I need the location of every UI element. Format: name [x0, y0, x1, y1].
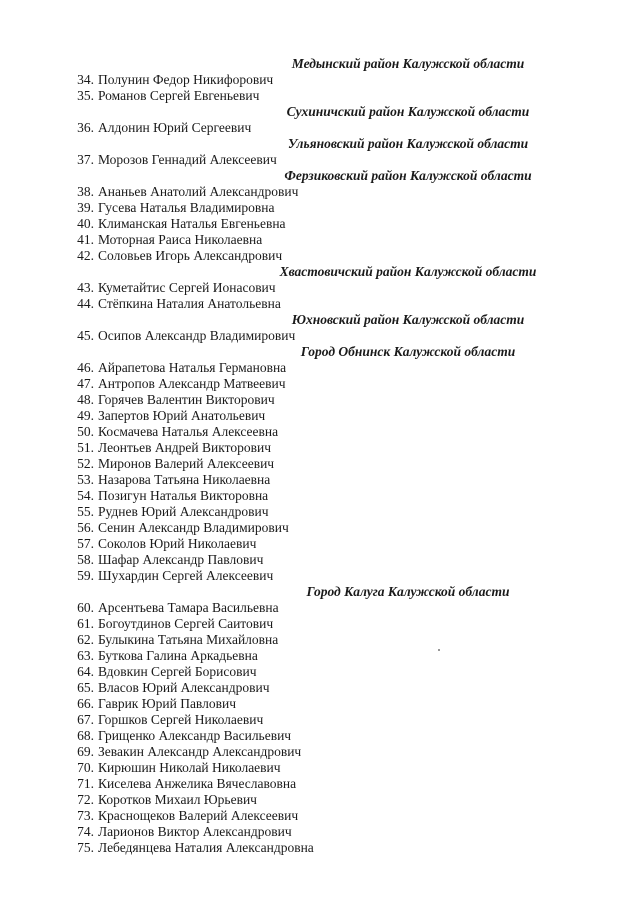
person-name: Ларионов Виктор Александрович	[98, 824, 292, 839]
person-name: Руднев Юрий Александрович	[98, 504, 269, 519]
section-heading: Сухиничский район Калужской области	[286, 104, 530, 119]
list-item	[0, 664, 640, 680]
person-name: Ананьев Анатолий Александрович	[98, 184, 299, 199]
list-item	[0, 232, 640, 248]
section-heading: Город Калуга Калужской области	[306, 584, 510, 599]
list-item	[0, 424, 640, 440]
list-item	[0, 744, 640, 760]
item-number: 57.	[77, 536, 94, 551]
list-item	[0, 296, 640, 312]
person-name: Миронов Валерий Алексеевич	[98, 456, 275, 471]
list-item	[0, 72, 640, 88]
item-number: 66.	[77, 696, 94, 711]
person-name: Кирюшин Николай Николаевич	[98, 760, 281, 775]
item-number: 69.	[77, 744, 94, 759]
person-name: Власов Юрий Александрович	[98, 680, 270, 695]
scan-speck	[438, 649, 440, 651]
list-item	[0, 520, 640, 536]
list-item	[0, 408, 640, 424]
person-name: Назарова Татьяна Николаевна	[98, 472, 271, 487]
person-name: Гусева Наталья Владимировна	[98, 200, 275, 215]
section-heading: Хвастовичский район Калужской области	[279, 264, 537, 279]
list-item	[0, 200, 640, 216]
item-number: 74.	[77, 824, 94, 839]
person-name: Соловьев Игорь Александрович	[98, 248, 283, 263]
list-item	[0, 248, 640, 264]
person-name: Алдонин Юрий Сергеевич	[98, 120, 252, 135]
list-item	[0, 632, 640, 648]
item-number: 68.	[77, 728, 94, 743]
list-item	[0, 472, 640, 488]
item-number: 53.	[77, 472, 94, 487]
person-name: Лебедянцева Наталия Александровна	[98, 840, 314, 855]
list-item	[0, 680, 640, 696]
list-item	[0, 88, 640, 104]
person-name: Арсентьева Тамара Васильевна	[98, 600, 279, 615]
list-item	[0, 808, 640, 824]
list-item	[0, 504, 640, 520]
item-number: 51.	[77, 440, 94, 455]
person-name: Романов Сергей Евгеньевич	[98, 88, 260, 103]
person-name: Леонтьев Андрей Викторович	[98, 440, 271, 455]
list-item	[0, 760, 640, 776]
item-number: 48.	[77, 392, 94, 407]
list-item	[0, 776, 640, 792]
item-number: 72.	[77, 792, 94, 807]
person-name: Гаврик Юрий Павлович	[98, 696, 237, 711]
item-number: 60.	[77, 600, 94, 615]
list-item	[0, 328, 640, 344]
person-name: Стёпкина Наталия Анатольевна	[98, 296, 281, 311]
list-item	[0, 440, 640, 456]
person-name: Вдовкин Сергей Борисович	[98, 664, 257, 679]
item-number: 67.	[77, 712, 94, 727]
item-number: 71.	[77, 776, 94, 791]
item-number: 55.	[77, 504, 94, 519]
item-number: 34.	[77, 72, 94, 87]
item-number: 58.	[77, 552, 94, 567]
item-number: 49.	[77, 408, 94, 423]
item-number: 46.	[77, 360, 94, 375]
list-item	[0, 376, 640, 392]
list-item	[0, 392, 640, 408]
item-number: 64.	[77, 664, 94, 679]
list-item	[0, 600, 640, 616]
person-name: Моторная Раиса Николаевна	[98, 232, 263, 247]
person-name: Булыкина Татьяна Михайловна	[98, 632, 279, 647]
person-name: Богоутдинов Сергей Саитович	[98, 616, 274, 631]
person-name: Шухардин Сергей Алексеевич	[98, 568, 274, 583]
item-number: 37.	[77, 152, 94, 167]
list-item	[0, 696, 640, 712]
item-number: 35.	[77, 88, 94, 103]
item-number: 42.	[77, 248, 94, 263]
list-item	[0, 824, 640, 840]
person-name: Запертов Юрий Анатольевич	[98, 408, 266, 423]
list-item	[0, 216, 640, 232]
item-number: 36.	[77, 120, 94, 135]
item-number: 50.	[77, 424, 94, 439]
item-number: 75.	[77, 840, 94, 855]
person-name: Зевакин Александр Александрович	[98, 744, 302, 759]
list-item	[0, 568, 640, 584]
item-number: 41.	[77, 232, 94, 247]
list-item	[0, 648, 640, 664]
list-item	[0, 792, 640, 808]
person-name: Горшков Сергей Николаевич	[98, 712, 264, 727]
item-number: 38.	[77, 184, 94, 199]
section-heading: Медынский район Калужской области	[291, 56, 525, 71]
list-item	[0, 280, 640, 296]
list-item	[0, 712, 640, 728]
person-name: Айрапетова Наталья Германовна	[98, 360, 287, 375]
section-heading: Ферзиковский район Калужской области	[284, 168, 532, 183]
person-name: Сенин Александр Владимирович	[98, 520, 289, 535]
person-name: Космачева Наталья Алексеевна	[98, 424, 279, 439]
item-number: 52.	[77, 456, 94, 471]
list-item	[0, 616, 640, 632]
item-number: 43.	[77, 280, 94, 295]
person-name: Киселева Анжелика Вячеславовна	[98, 776, 297, 791]
item-number: 59.	[77, 568, 94, 583]
list-item	[0, 184, 640, 200]
person-name: Горячев Валентин Викторович	[98, 392, 275, 407]
item-number: 47.	[77, 376, 94, 391]
person-name: Краснощеков Валерий Алексеевич	[98, 808, 299, 823]
list-item	[0, 152, 640, 168]
item-number: 63.	[77, 648, 94, 663]
person-name: Соколов Юрий Николаевич	[98, 536, 257, 551]
person-name: Осипов Александр Владимирович	[98, 328, 296, 343]
item-number: 54.	[77, 488, 94, 503]
item-number: 45.	[77, 328, 94, 343]
person-name: Куметайтис Сергей Ионасович	[98, 280, 276, 295]
item-number: 61.	[77, 616, 94, 631]
person-name: Шафар Александр Павлович	[98, 552, 264, 567]
item-number: 62.	[77, 632, 94, 647]
document-page	[0, 56, 640, 856]
person-name: Грищенко Александр Васильевич	[98, 728, 292, 743]
list-item	[0, 840, 640, 856]
item-number: 56.	[77, 520, 94, 535]
person-name: Буткова Галина Аркадьевна	[98, 648, 258, 663]
list-item	[0, 488, 640, 504]
list-item	[0, 536, 640, 552]
person-name: Антропов Александр Матвеевич	[98, 376, 286, 391]
list-item	[0, 360, 640, 376]
person-name: Полунин Федор Никифорович	[98, 72, 274, 87]
section-heading: Юхновский район Калужской области	[291, 312, 525, 327]
section-heading: Город Обнинск Калужской области	[300, 344, 516, 359]
item-number: 39.	[77, 200, 94, 215]
list-item	[0, 120, 640, 136]
list-item	[0, 456, 640, 472]
person-name: Коротков Михаил Юрьевич	[98, 792, 257, 807]
item-number: 40.	[77, 216, 94, 231]
list-item	[0, 552, 640, 568]
person-name: Климанская Наталья Евгеньевна	[98, 216, 286, 231]
person-name: Морозов Геннадий Алексеевич	[98, 152, 277, 167]
item-number: 65.	[77, 680, 94, 695]
item-number: 44.	[77, 296, 94, 311]
list-item	[0, 728, 640, 744]
section-heading: Ульяновский район Калужской области	[287, 136, 529, 151]
person-name: Позигун Наталья Викторовна	[98, 488, 269, 503]
item-number: 70.	[77, 760, 94, 775]
item-number: 73.	[77, 808, 94, 823]
